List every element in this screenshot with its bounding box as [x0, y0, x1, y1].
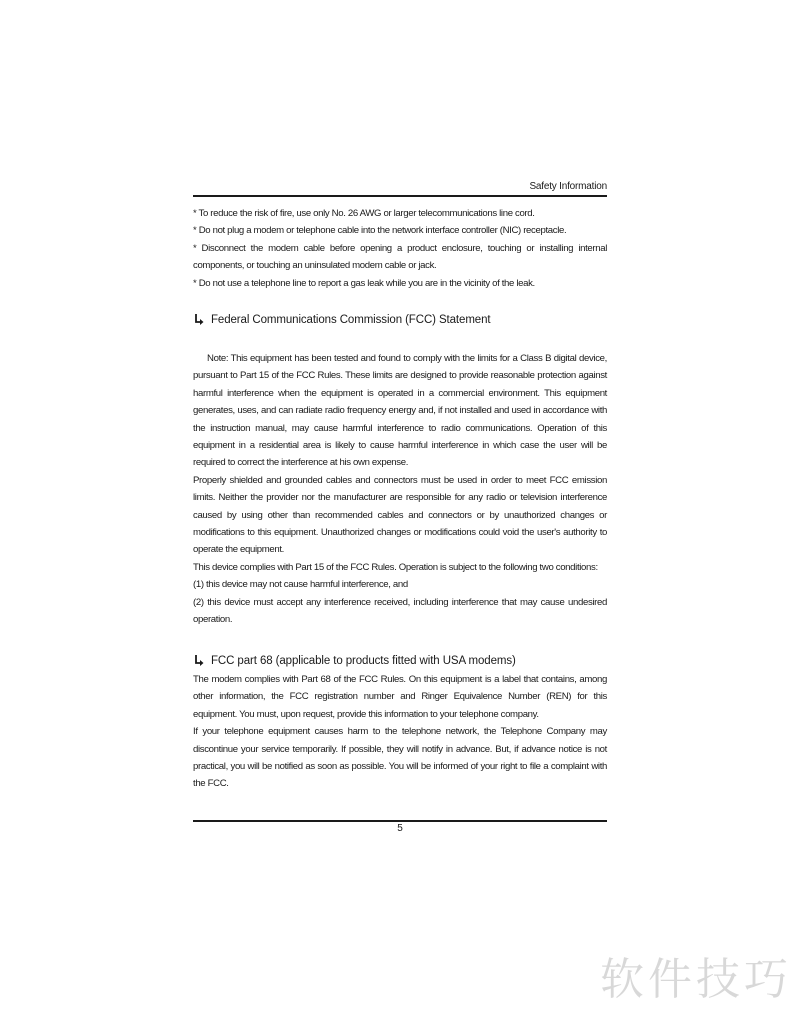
safety-item: * To reduce the risk of fire, use only No. 26 AWG or larger telecommunications line cord. [193, 208, 535, 219]
footer-rule [193, 820, 607, 822]
part68-heading-text: FCC part 68 (applicable to products fitted with USA modems) [211, 655, 516, 667]
watermark: 软件技巧 [600, 954, 792, 1005]
fcc-paragraph: (1) this device may not cause harmful interference, and [193, 579, 408, 591]
part68-paragraph: The modem complies with Part 68 of the FCC Rules. On this equipment is a label that contains, among other information, the FCC registration number and Ringer Equivalence Number (REN) for this equipment. You must, upon request, provide this information to your telephone company. [193, 674, 607, 720]
header-rule [193, 195, 607, 197]
part68-body [193, 671, 607, 793]
section-title: Safety Information [529, 181, 607, 192]
fcc-body [193, 350, 607, 629]
arrow-bullet-icon [193, 654, 205, 668]
safety-item: * Do not plug a modem or telephone cable into the network interface controller (NIC) receptacle. [193, 225, 567, 237]
fcc-heading-text: Federal Communications Commission (FCC) Statement [211, 314, 491, 326]
safety-item: * Disconnect the modem cable before opening a product enclosure, touching or installing internal components, or touching an uninsulated modem cable or jack. [193, 242, 607, 272]
fcc-paragraph: Note: This equipment has been tested and found to comply with the limits for a Class B digital device, pursuant to Part 15 of the FCC Rules. These limits are designed to provide reasonable protection against harmful interference when the equipment is operated in a commercial environment. This equipment generates, uses, and can radiate radio frequency energy and, if not installed and used in accordance with the instruction manual, may cause harmful interference to radio communications. Operation of this equipment in a residential area is likely to cause harmful interference in which case the user will be required to correct the interference at his own expense. [193, 353, 607, 469]
fcc-heading [193, 313, 607, 327]
page-number: 5 [397, 823, 403, 834]
fcc-paragraph: Properly shielded and grounded cables and connectors must be used in order to meet FCC emission limits. Neither the provider nor the manufacturer are responsible for any radio or television interference caused by using other than recommended cables and connectors or by unauthorized changes or modifications to this equipment. Unauthorized changes or modifications could void the user's authority to operate the equipment. [193, 474, 607, 556]
safety-list [193, 205, 607, 292]
part68-heading [193, 654, 607, 668]
safety-item: * Do not use a telephone line to report a gas leak while you are in the vicinity of the leak. [193, 277, 535, 289]
fcc-paragraph: This device complies with Part 15 of the FCC Rules. Operation is subject to the following two conditions: [193, 561, 598, 573]
arrow-bullet-icon [193, 313, 205, 327]
fcc-paragraph: (2) this device must accept any interference received, including interference that may cause undesired operation. [193, 596, 607, 626]
part68-paragraph: If your telephone equipment causes harm to the telephone network, the Telephone Company may discontinue your service temporarily. If possible, they will notify in advance. But, if advance notice is not practical, you will be notified as soon as possible. You will be informed of your right to file a complaint with the FCC. [193, 726, 607, 790]
